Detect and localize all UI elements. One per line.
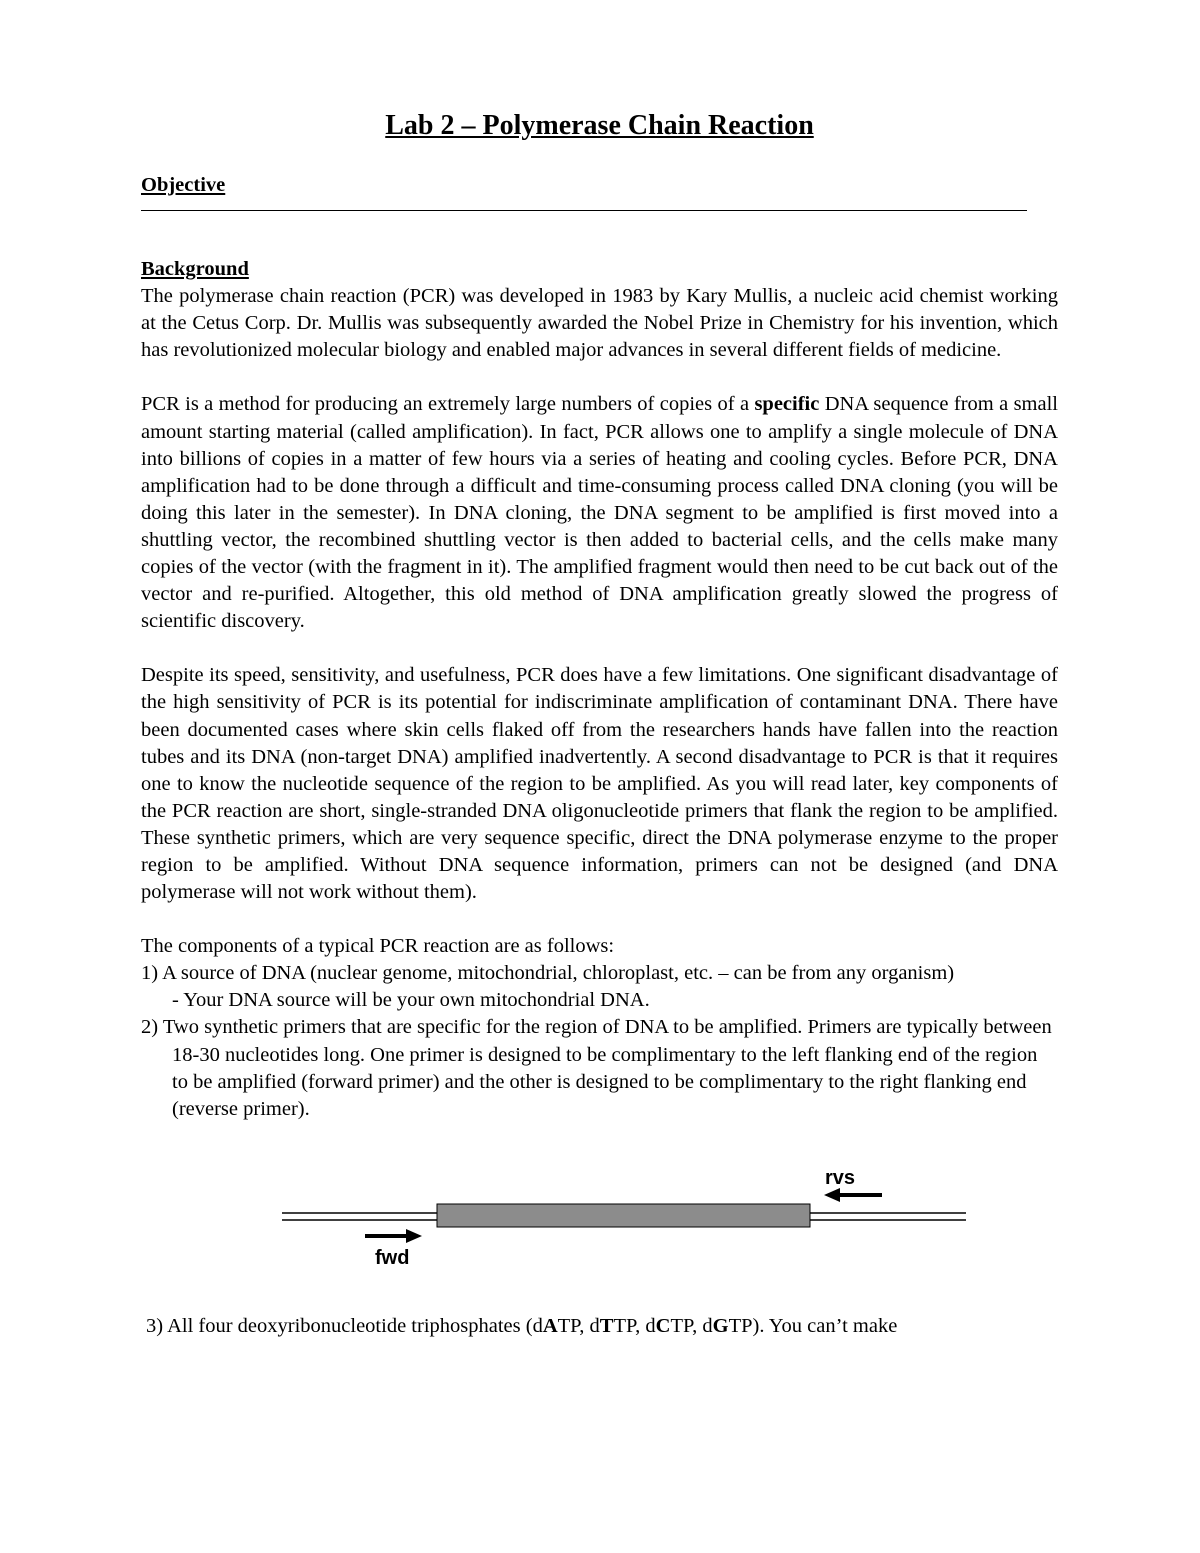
document-page: [141, 108, 1058, 1340]
background-paragraph-3: Despite its speed, sensitivity, and usefulness, PCR does have a few limitations. One significant disadvantage of the high sensitivity of PCR is its potential for indiscriminate amplification of contaminant DNA. There have been documented cases where skin cells flaked off from the researchers hands have fallen into the reaction tubes and its DNA (non-target DNA) amplified inadvertently. A second disadvantage to PCR is that it requires one to know the nucleotide sequence of the region to be amplified. As you will read later, key components of the PCR reaction are short, single-stranded DNA oligonucleotide primers that flank the region to be amplified. These synthetic primers, which are very sequence specific, direct the DNA polymerase enzyme to the proper region to be amplified. Without DNA sequence information, primers can not be designed (and DNA polymerase will not work without them).: [141, 664, 1058, 904]
objective-answer-line: [141, 209, 1027, 211]
components-intro: The components of a typical PCR reaction are as follows:: [141, 935, 615, 958]
background-paragraph-1: The polymerase chain reaction (PCR) was developed in 1983 by Kary Mullis, a nucleic acid chemist working at the Cetus Corp. Dr. Mullis was subsequently awarded the Nobel Prize in Chemistry for his invention, which has revolutionized molecular biology and enabled major advances in several different fields of medicine.: [141, 285, 1058, 362]
background-paragraph-2: PCR is a method for producing an extremely large numbers of copies of a specific DNA sequence from a small amount starting material (called amplification). In fact, PCR allows one to amplify a single molecule of DNA into billions of copies in a matter of few hours via a series of heating and cooling cycles. Before PCR, DNA amplification had to be done through a difficult and time-consuming process called DNA cloning (you will be doing this later in the semester). In DNA cloning, the DNA segment to be amplified is first moved into a shuttling vector, the recombined shuttling vector is then added to bacterial cells, and the cells make many copies of the vector (with the fragment in it). The amplified fragment would then need to be cut back out of the vector and re-purified. Altogether, this old method of DNA amplification greatly slowed the progress of scientific discovery.: [141, 393, 1058, 633]
component-item-3: 3) All four deoxyribonucleotide triphosphates (dATP, dTTP, dCTP, dGTP). You can’t make: [146, 1314, 898, 1337]
primer-diagram: [141, 1123, 1058, 1313]
primer-diagram-svg: [141, 1123, 1058, 1313]
target-region-segment: [437, 1204, 810, 1227]
component-item-1: 1) A source of DNA (nuclear genome, mitochondrial, chloroplast, etc. – can be from any organism): [141, 962, 955, 985]
component-item-2: 2) Two synthetic primers that are specific for the region of DNA to be amplified. Primers are typically between 18-30 nucleotides long. One primer is designed to be complimentary to the left flanking end of the region to be amplified (forward primer) and the other is designed to be complimentary to the right flanking end (reverse primer).: [141, 1016, 1052, 1120]
forward-primer-arrow-icon: [365, 1229, 422, 1243]
page-title: Lab 2 – Polymerase Chain Reaction: [385, 110, 814, 141]
component-item-1-note: - Your DNA source will be your own mitochondrial DNA.: [172, 989, 650, 1012]
background-heading: Background: [141, 258, 249, 281]
rvs-label: rvs: [825, 1166, 856, 1189]
objective-heading: Objective: [141, 174, 226, 196]
emphasis-specific: specific: [754, 393, 820, 416]
fwd-label: fwd: [375, 1246, 410, 1269]
